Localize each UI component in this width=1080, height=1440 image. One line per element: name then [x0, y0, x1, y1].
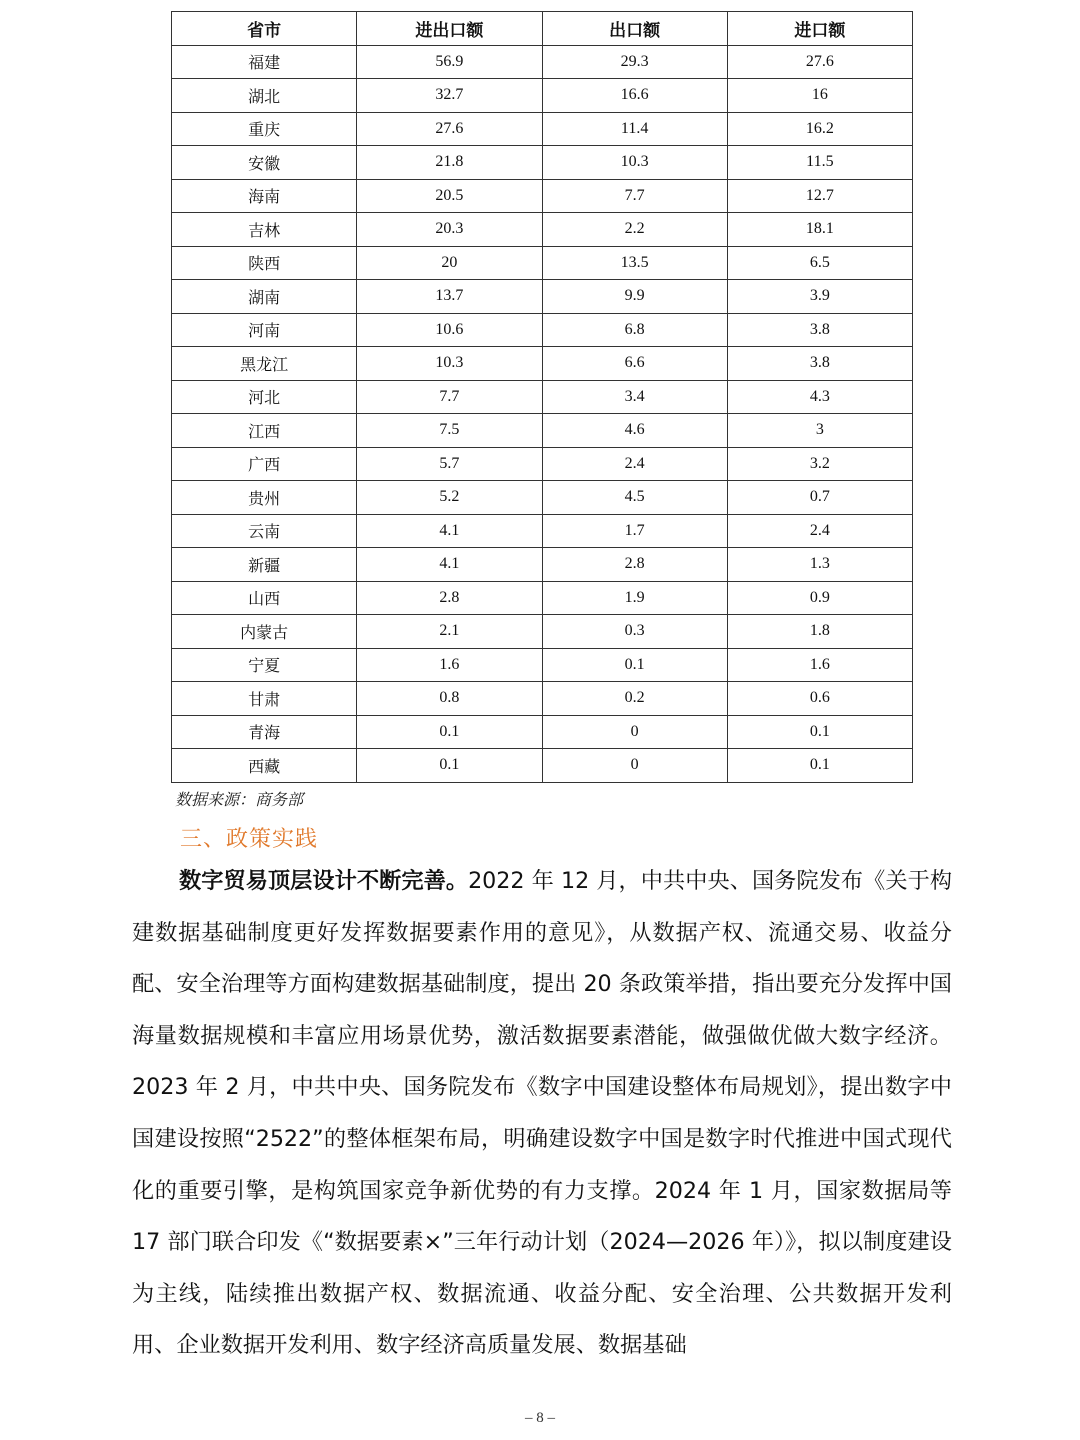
cell-province: 宁夏	[172, 648, 357, 682]
data-source-note: 数据来源：商务部	[175, 790, 304, 809]
cell-export: 0.3	[542, 615, 727, 649]
cell-province: 贵州	[172, 481, 357, 515]
table-row	[172, 447, 913, 481]
cell-export: 1.9	[542, 581, 727, 615]
cell-total: 0.1	[357, 715, 542, 749]
cell-province: 江西	[172, 414, 357, 448]
cell-total: 1.6	[357, 648, 542, 682]
cell-province: 湖北	[172, 79, 357, 113]
cell-total: 21.8	[357, 146, 542, 180]
cell-province: 新疆	[172, 548, 357, 582]
table-row	[172, 45, 913, 79]
cell-province: 河南	[172, 313, 357, 347]
header-export: 出口额	[542, 12, 727, 46]
table-row	[172, 682, 913, 716]
cell-province: 广西	[172, 447, 357, 481]
cell-province: 黑龙江	[172, 347, 357, 381]
table-row	[172, 648, 913, 682]
table-row	[172, 213, 913, 247]
table-row	[172, 615, 913, 649]
cell-export: 10.3	[542, 146, 727, 180]
table-row	[172, 112, 913, 146]
cell-province: 青海	[172, 715, 357, 749]
cell-import: 3.8	[727, 313, 912, 347]
table-row	[172, 347, 913, 381]
table-row	[172, 514, 913, 548]
table-row	[172, 146, 913, 180]
cell-import: 2.4	[727, 514, 912, 548]
cell-import: 3.8	[727, 347, 912, 381]
cell-province: 云南	[172, 514, 357, 548]
cell-import: 6.5	[727, 246, 912, 280]
cell-export: 29.3	[542, 45, 727, 79]
table-row	[172, 380, 913, 414]
header-total: 进出口额	[357, 12, 542, 46]
cell-province: 陕西	[172, 246, 357, 280]
cell-export: 0.2	[542, 682, 727, 716]
cell-import: 4.3	[727, 380, 912, 414]
paragraph-lead: 数字贸易顶层设计不断完善。	[179, 868, 469, 894]
paragraph-text: 2022 年 12 月，中共中央、国务院发布《关于构建数据基础制度更好发挥数据要素作用的意见》，从数据产权、流通交易、收益分配、安全治理等方面构建数据基础制度，提出 20 条政策举措，指出要充分发挥中国海量数据规模和丰富应用场景优势，激活数据要素潜能，做强做优做大数字经济。2023 年 2 月，中共中央、国务院发布《数字中国建设整体布局规划》，提出数字中国建设按照“2522”的整体框架布局，明确建设数字中国是数字时代推进中国式现代化的重要引擎，是构筑国家竞争新优势的有力支撑。2024 年 1 月，国家数据局等 17 部门联合印发《“数据要素×”三年行动计划（2024—2026 年）》，拟以制度建设为主线，陆续推出数据产权、数据流通、收益分配、安全治理、公共数据开发利用、企业数据开发利用、数字经济高质量发展、数据基础	[132, 868, 953, 1359]
cell-export: 16.6	[542, 79, 727, 113]
cell-total: 5.2	[357, 481, 542, 515]
cell-import: 3.9	[727, 280, 912, 314]
cell-total: 20.3	[357, 213, 542, 247]
cell-export: 2.4	[542, 447, 727, 481]
table-row	[172, 79, 913, 113]
cell-province: 海南	[172, 179, 357, 213]
cell-province: 福建	[172, 45, 357, 79]
cell-total: 4.1	[357, 548, 542, 582]
cell-import: 3.2	[727, 447, 912, 481]
cell-import: 0.6	[727, 682, 912, 716]
cell-total: 56.9	[357, 45, 542, 79]
table-row	[172, 749, 913, 783]
cell-import: 16.2	[727, 112, 912, 146]
table-row	[172, 414, 913, 448]
cell-export: 0	[542, 749, 727, 783]
cell-export: 4.5	[542, 481, 727, 515]
table-row	[172, 280, 913, 314]
cell-import: 18.1	[727, 213, 912, 247]
cell-province: 山西	[172, 581, 357, 615]
cell-import: 0.9	[727, 581, 912, 615]
cell-province: 西藏	[172, 749, 357, 783]
cell-total: 10.3	[357, 347, 542, 381]
cell-total: 2.1	[357, 615, 542, 649]
cell-total: 20	[357, 246, 542, 280]
table-row	[172, 313, 913, 347]
cell-total: 10.6	[357, 313, 542, 347]
cell-export: 9.9	[542, 280, 727, 314]
cell-province: 重庆	[172, 112, 357, 146]
cell-import: 1.8	[727, 615, 912, 649]
cell-total: 32.7	[357, 79, 542, 113]
cell-export: 3.4	[542, 380, 727, 414]
cell-import: 16	[727, 79, 912, 113]
cell-import: 12.7	[727, 179, 912, 213]
cell-export: 4.6	[542, 414, 727, 448]
cell-export: 0.1	[542, 648, 727, 682]
cell-province: 吉林	[172, 213, 357, 247]
trade-table	[171, 11, 913, 783]
header-import: 进口额	[727, 12, 912, 46]
cell-export: 6.8	[542, 313, 727, 347]
table-row	[172, 246, 913, 280]
cell-province: 安徽	[172, 146, 357, 180]
cell-import: 27.6	[727, 45, 912, 79]
cell-export: 6.6	[542, 347, 727, 381]
cell-total: 5.7	[357, 447, 542, 481]
cell-total: 7.7	[357, 380, 542, 414]
table-header-row	[172, 12, 913, 46]
cell-total: 2.8	[357, 581, 542, 615]
cell-total: 20.5	[357, 179, 542, 213]
cell-import: 1.3	[727, 548, 912, 582]
cell-export: 2.8	[542, 548, 727, 582]
cell-export: 1.7	[542, 514, 727, 548]
page-number: – 8 –	[525, 1410, 555, 1426]
cell-export: 0	[542, 715, 727, 749]
cell-total: 13.7	[357, 280, 542, 314]
cell-total: 0.8	[357, 682, 542, 716]
table-row	[172, 179, 913, 213]
table-body	[172, 45, 913, 782]
cell-province: 内蒙古	[172, 615, 357, 649]
cell-province: 湖南	[172, 280, 357, 314]
cell-export: 7.7	[542, 179, 727, 213]
section-heading: 三、政策实践	[180, 827, 319, 852]
cell-total: 7.5	[357, 414, 542, 448]
body-paragraph	[132, 856, 952, 1372]
table-row	[172, 715, 913, 749]
cell-import: 0.7	[727, 481, 912, 515]
cell-total: 4.1	[357, 514, 542, 548]
cell-province: 河北	[172, 380, 357, 414]
table-row	[172, 481, 913, 515]
cell-total: 0.1	[357, 749, 542, 783]
cell-export: 13.5	[542, 246, 727, 280]
header-province: 省市	[172, 12, 357, 46]
cell-import: 0.1	[727, 749, 912, 783]
table-row	[172, 548, 913, 582]
cell-import: 1.6	[727, 648, 912, 682]
cell-import: 11.5	[727, 146, 912, 180]
cell-total: 27.6	[357, 112, 542, 146]
cell-export: 11.4	[542, 112, 727, 146]
cell-province: 甘肃	[172, 682, 357, 716]
cell-import: 0.1	[727, 715, 912, 749]
cell-import: 3	[727, 414, 912, 448]
table-row	[172, 581, 913, 615]
cell-export: 2.2	[542, 213, 727, 247]
